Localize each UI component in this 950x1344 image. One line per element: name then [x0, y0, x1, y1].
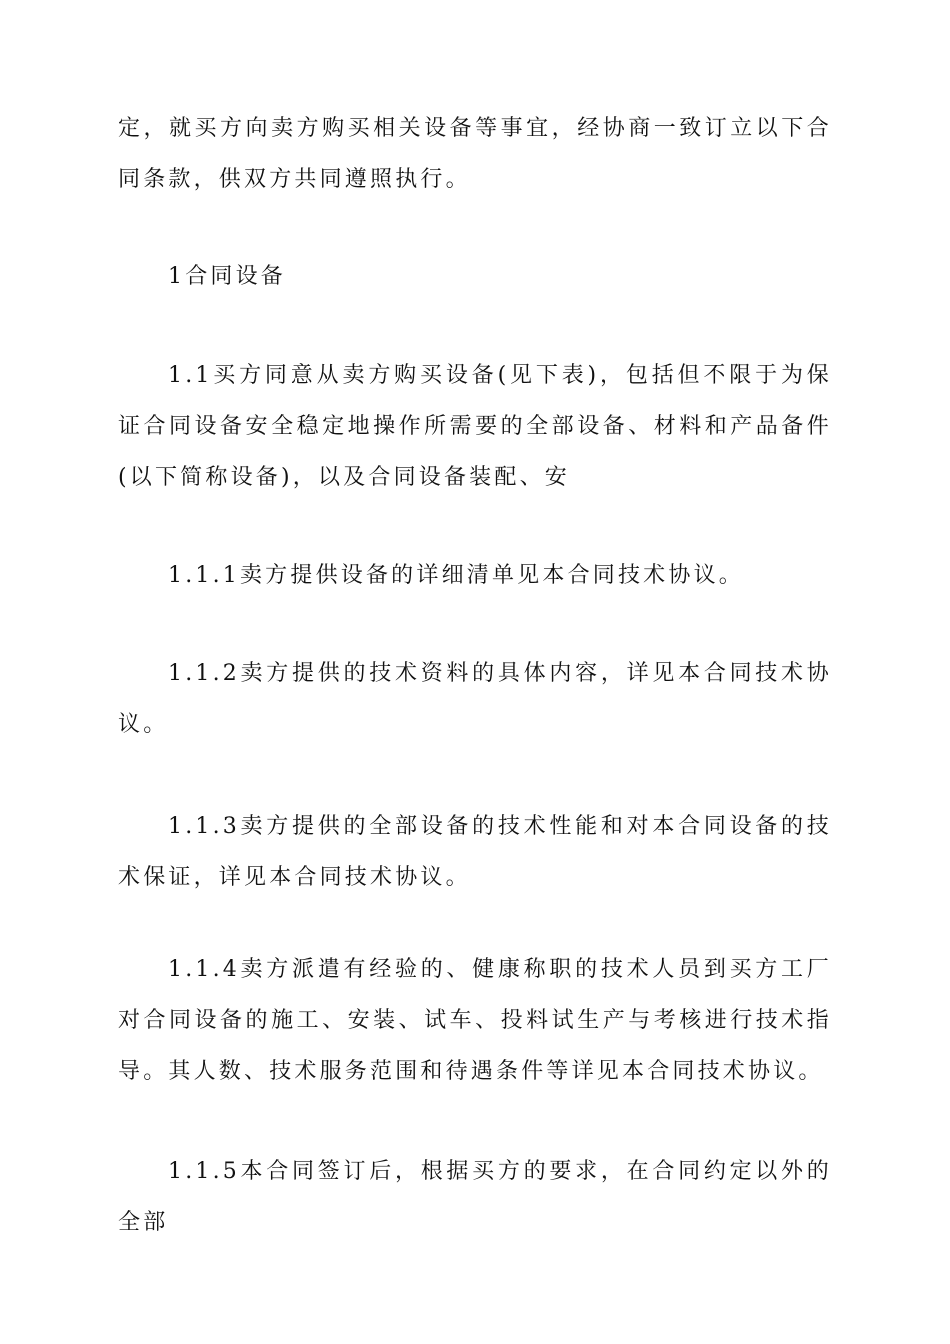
paragraph-1-1: 1.1买方同意从卖方购买设备(见下表)，包括但不限于为保证合同设备安全稳定地操作所需要的全部设备、材料和产品备件(以下简称设备)，以及合同设备装配、安 — [118, 363, 832, 490]
paragraph-1-1-2: 1.1.2卖方提供的技术资料的具体内容，详见本合同技术协议。 — [118, 661, 832, 737]
paragraph-intro-continuation: 定，就买方向卖方购买相关设备等事宜，经协商一致订立以下合同条款，供双方共同遵照执行。 — [118, 116, 832, 192]
paragraph-1-1-4: 1.1.4卖方派遣有经验的、健康称职的技术人员到买方工厂对合同设备的施工、安装、试车、投料试生产与考核进行技术指导。其人数、技术服务范围和待遇条件等详见本合同技术协议。 — [118, 957, 832, 1084]
paragraph-1-1-5: 1.1.5本合同签订后，根据买方的要求，在合同约定以外的全部 — [118, 1159, 832, 1235]
paragraph-1-1-3: 1.1.3卖方提供的全部设备的技术性能和对本合同设备的技术保证，详见本合同技术协议。 — [118, 814, 832, 890]
paragraph-1-1-1: 1.1.1卖方提供设备的详细清单见本合同技术协议。 — [168, 563, 744, 588]
section-heading-1: 1合同设备 — [168, 264, 286, 289]
